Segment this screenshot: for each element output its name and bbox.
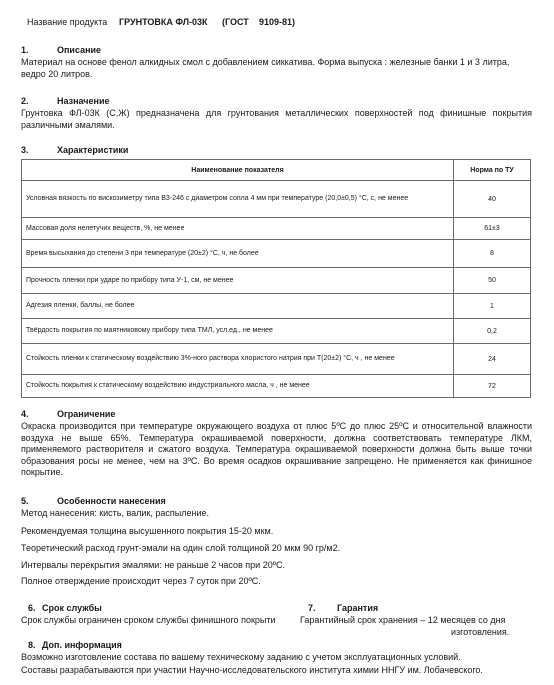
extra-info-line: Возможно изготовление состава по вашему техническому заданию с учетом эксплуатационных условий. [21,652,461,662]
standard-prefix: (ГОСТ [222,17,249,27]
section-number: 1. [21,45,29,55]
extra-info-line: Составы разрабатываются при участии Научно-исследовательского института химии ННГУ им. Лобачевского. [21,665,483,675]
table-cell-value: 72 [454,375,531,398]
table-row [22,218,531,240]
warranty-line: изготовления. [451,627,510,637]
table-cell-name: Стойкость пленки к статическому воздействию 3%-ного раствора хлористого натрия при Т(20±2) °С, ч , не менее [22,344,454,375]
table-cell-value: 0,2 [454,319,531,344]
section-text-limitations: Окраска производится при температуре окружающего воздуха от плюс 5ºС до плюс 25ºС и относительной влажности воздуха не выше 65%. Температура окрашиваемой поверхности, должна соответствовать температуре ЛКМ, применяемого растворителя и сжатого воздуха. Температура окрашиваемой поверхности должна быть выше точки образования росы не менее, чем на 3ºС. Во время осадков окрашивание запрещено. Не применяется как финишное покрытие. [21,421,532,478]
table-header-row [22,160,531,181]
section-number: 8. [28,640,36,650]
section-text-purpose: Грунтовка ФЛ-03К (С,Ж) предназначена для грунтования металлических поверхностей под финишные покрытия различными эмалями. [21,108,532,130]
section-number: 3. [21,145,29,155]
table-cell-value: 1 [454,294,531,319]
table-cell-value: 50 [454,268,531,294]
table-cell-name: Прочность пленки при ударе по прибору типа У-1, см, не менее [22,268,454,294]
table-row [22,375,531,398]
table-cell-value: 61±3 [454,218,531,240]
table-cell-value: 24 [454,344,531,375]
application-line: Интервалы перекрытия эмалями: не раньше 2 часов при 20ºС. [21,560,285,570]
application-line: Метод нанесения: кисть, валик, распыление. [21,508,210,518]
warranty-line: Гарантийный срок хранения – 12 месяцев со дня [300,615,506,625]
table-cell-name: Условная вязкость по вискозиметру типа ВЗ-246 с диаметром сопла 4 мм при температуре (20,0±0,5) °С, с, не менее [22,181,454,218]
application-line: Полное отверждение происходит через 7 суток при 20ºС. [21,576,261,586]
table-cell-name: Время высыхания до степени 3 при температуре (20±2) °С, ч, не более [22,240,454,268]
section-title-characteristics: Характеристики [57,145,129,155]
section-text-description: Материал на основе фенол алкидных смол с добавлением сиккатива. Форма выпуска : железные банки 1 и 3 литра, ведро 20 литров. [21,57,510,79]
section-title-service-life: Срок службы [42,603,102,613]
table-row [22,181,531,218]
table-row [22,319,531,344]
application-line: Теоретический расход грунт-эмали на один слой толщиной 20 мкм 90 гр/м2. [21,543,341,553]
table-cell-name: Адгезия пленки, баллы, не более [22,294,454,319]
section-number: 4. [21,409,29,419]
characteristics-table [21,159,531,398]
table-row [22,268,531,294]
section-number: 6. [28,603,36,613]
section-title-extra-info: Доп. информация [42,640,122,650]
section-number: 2. [21,96,29,106]
product-name: ГРУНТОВКА ФЛ-03К [119,17,208,27]
product-label: Название продукта [27,17,108,27]
section-title-application: Особенности нанесения [57,496,166,506]
application-line: Рекомендуемая толщина высушенного покрытия 15-20 мкм. [21,526,274,536]
section-number: 7. [308,603,316,613]
table-cell-name: Стойкость покрытия к статическому воздействию индустриального масла, ч , не менее [22,375,454,398]
table-cell-name: Твёрдость покрытия по маятниковому прибору типа ТМЛ, усл.ед., не менее [22,319,454,344]
table-cell-value: 40 [454,181,531,218]
section-title-limitations: Ограничение [57,409,116,419]
section-title-purpose: Назначение [57,96,110,106]
table-row [22,240,531,268]
table-row [22,344,531,375]
table-cell-name: Массовая доля нелетучих веществ, %, не менее [22,218,454,240]
section-number: 5. [21,496,29,506]
table-row [22,294,531,319]
column-header-value: Норма по ТУ [454,160,531,181]
table-cell-value: 8 [454,240,531,268]
section-text-service-life: Срок службы ограничен сроком службы финишного покрыти [21,615,276,625]
section-title-warranty: Гарантия [337,603,379,613]
standard-number: 9109-81) [259,17,296,27]
column-header-name: Наименование показателя [22,160,454,181]
section-title-description: Описание [57,45,102,55]
